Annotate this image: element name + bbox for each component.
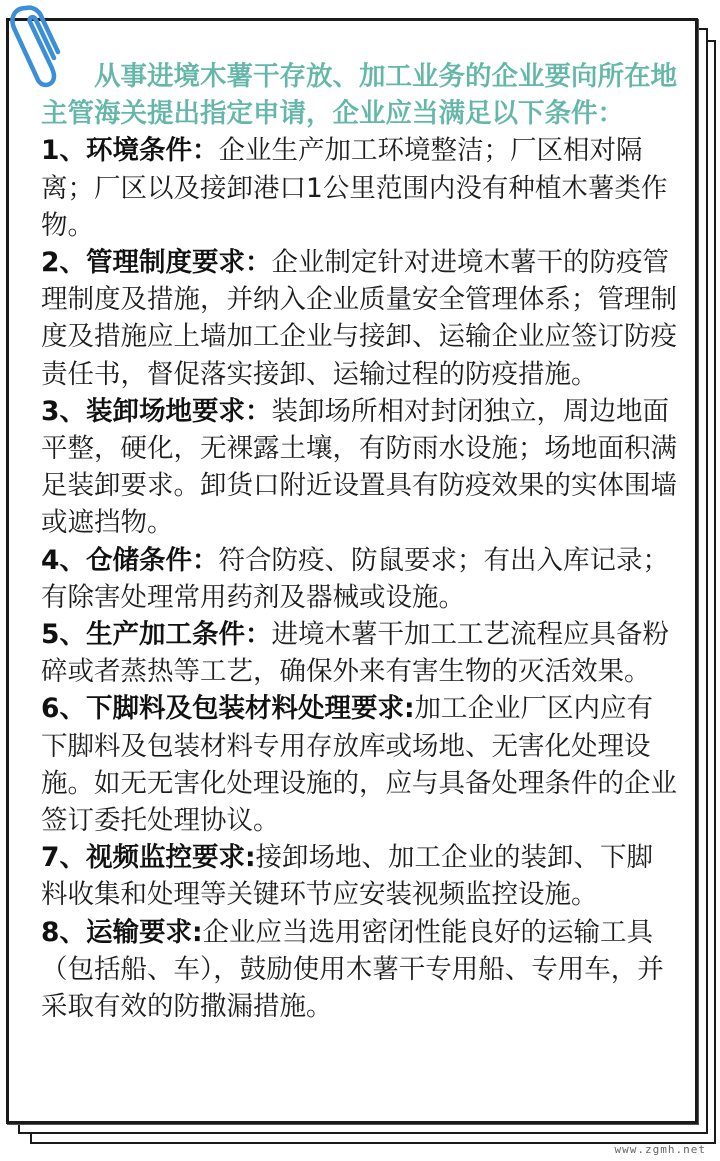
list-item (41, 616, 677, 690)
item-body: 企业生产加工环境整洁；厂区相对隔离；厂区以及接卸港口1公里范围内没有种植木薯类作物。 (41, 135, 668, 241)
document-content (41, 58, 677, 1025)
item-body: 接卸场地、加工企业的装卸、下脚料收集和处理等关键环节应安装视频监控设施。 (41, 842, 654, 911)
item-body: 企业应当选用密闭性能良好的运输工具（包括船、车），鼓励使用木薯干专用船、专用车，并采取有效的防撒漏措施。 (41, 916, 664, 1023)
item-heading: 3、装卸场地要求： (41, 395, 272, 427)
list-item (41, 132, 677, 244)
item-heading: 8、运输要求: (41, 916, 203, 948)
list-item (41, 244, 677, 393)
list-item (41, 393, 677, 542)
list-item (41, 690, 677, 839)
item-body: 进境木薯干加工工艺流程应具备粉碎或者蒸热等工艺，确保外来有害生物的灭活效果。 (41, 619, 669, 688)
item-heading: 2、管理制度要求： (41, 247, 272, 279)
item-body: 企业制定针对进境木薯干的防疫管理制度及措施，并纳入企业质量安全管理体系；管理制度及措施应上墙加工企业与接卸、运输企业应签订防疫责任书，督促落实接卸、运输过程的防疫措施。 (41, 247, 677, 390)
item-heading: 5、生产加工条件： (41, 619, 272, 651)
item-heading: 4、仓储条件： (41, 544, 219, 576)
item-body: 装卸场所相对封闭独立，周边地面平整，硬化，无裸露土壤，有防雨水设施；场地面积满足装卸要求。卸货口附近设置具有防疫效果的实体围墙或遮挡物。 (41, 395, 677, 539)
item-heading: 7、视频监控要求: (41, 842, 256, 874)
item-body: 符合防疫、防鼠要求；有出入库记录；有除害处理常用药剂及器械或设施。 (41, 544, 669, 613)
item-heading: 1、环境条件： (41, 135, 219, 167)
intro-paragraph: 从事进境木薯干存放、加工业务的企业要向所在地主管海关提出指定申请，企业应当满足以下条件： (41, 61, 677, 130)
list-item (41, 839, 677, 913)
item-heading: 6、下脚料及包装材料处理要求: (41, 693, 415, 725)
list-item (41, 542, 677, 616)
watermark-text: www.zgmh.net (614, 1143, 706, 1156)
item-body: 加工企业厂区内应有下脚料及包装材料专用存放库或场地、无害化处理设施。如无无害化处理设施的，应与具备处理条件的企业签订委托处理协议。 (41, 693, 677, 837)
list-item (41, 914, 677, 1026)
